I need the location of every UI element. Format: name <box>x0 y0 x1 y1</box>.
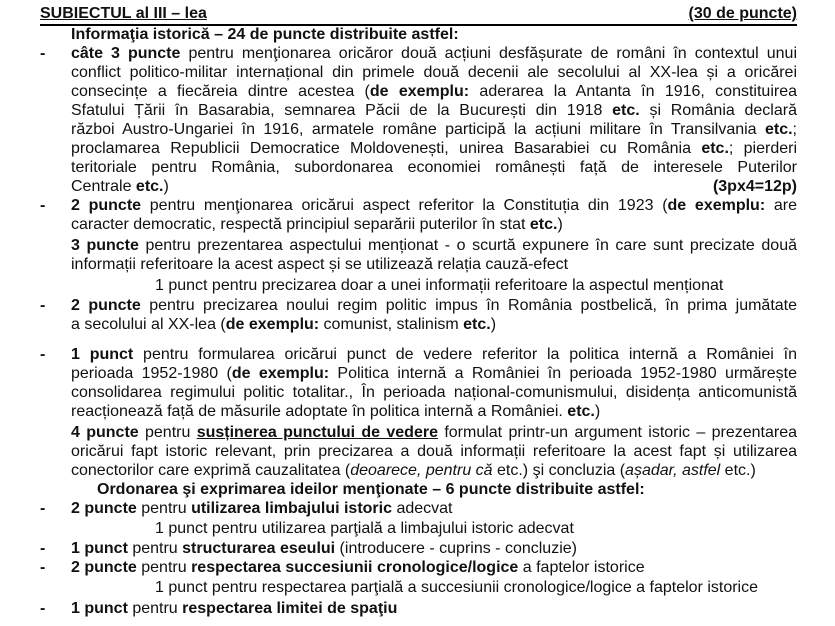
text: formulat printr-un argument istoric – prezentarea <box>437 424 797 441</box>
item-b-line-2 <box>71 215 797 234</box>
item-b-line-4: informații referitoare la acest aspect și se utilizează relația cauză-efect <box>71 256 569 273</box>
text: pentru formularea oricărui punct de vedere referitor la politica internă a României în <box>133 346 797 363</box>
item-d-line-3: consolidarea regimului politic totalitar., În perioada național-comunismului, disidența anticomunistă <box>71 384 797 401</box>
item-a-line-2: conflict politico-militar internațional din primele două decenii ale secolului al XX-lea și a oricărei <box>71 64 797 81</box>
text: ) <box>490 316 497 333</box>
example-label: de exemplu: <box>231 365 330 382</box>
item-a-line-1 <box>71 44 797 63</box>
item-d-line-6: oricărui fapt istoric relevant, prin precizarea a două informații referitoare la acest fapt și utilizarea <box>71 443 797 460</box>
etc-label: etc. <box>135 178 164 195</box>
subject-header <box>40 4 797 26</box>
text: etc.) şi concluzia ( <box>492 462 626 479</box>
item-a-line-4 <box>71 101 797 120</box>
bullet-dash: - <box>40 600 46 617</box>
text: Politica internă a României în perioada 1952-1980 urmărește <box>329 365 797 382</box>
item-a-line-6 <box>71 139 797 158</box>
item-b-line-3 <box>71 236 797 255</box>
ordering-item-2 <box>71 539 797 558</box>
connector-examples: deoarece, pentru că <box>350 462 493 479</box>
emphasis-label: susținerea punctului de vedere <box>196 424 438 441</box>
text: a faptelor istorice <box>518 559 645 576</box>
conclusion-examples: așadar, astfel <box>625 462 721 479</box>
text: război Austro-Ungariei în 1916, armatele române participă la acțiuni militare în Transilvania <box>71 121 765 138</box>
ordering-item-3 <box>71 558 797 577</box>
subject-points: (30 de puncte) <box>688 5 797 22</box>
text: perioada 1952-1980 ( <box>71 365 232 382</box>
text: pentru <box>127 600 183 617</box>
bullet-dash: - <box>40 297 46 314</box>
bullet-dash: - <box>40 559 46 576</box>
example-label: de exemplu: <box>369 83 470 100</box>
ordering-item-1-sub: 1 punct pentru utilizarea parţială a limbajului istoric adecvat <box>155 520 574 537</box>
text: aderarea la Antanta în 1916, constituirea <box>469 83 797 100</box>
etc-label: etc. <box>612 102 640 119</box>
text: etc.) <box>720 462 756 479</box>
text: ) <box>163 178 169 195</box>
text: ; <box>792 121 797 138</box>
item-d-line-1 <box>71 345 797 364</box>
text: adecvat <box>392 500 453 517</box>
ordering-item-4 <box>71 599 797 618</box>
bullet-dash: - <box>40 45 46 62</box>
points-label: 1 punct <box>71 540 128 557</box>
points-label: câte 3 puncte <box>71 45 181 62</box>
text: pentru precizarea noului regim politic impus în România postbelică, în prima jumătate <box>140 297 798 314</box>
text: pentru prezentarea aspectului menționat - o scurtă expunere în care sunt precizate două <box>138 237 797 254</box>
etc-label: etc. <box>529 216 558 233</box>
item-b-sub-criterion: 1 punct pentru precizarea doar a unei informații referitoare la aspectul menționat <box>155 277 724 294</box>
points-label: 4 puncte <box>71 424 139 441</box>
ordering-item-1 <box>71 499 797 518</box>
item-b-line-1 <box>71 196 797 215</box>
text: pentru menţionarea oricărui aspect referitor la Constituția din 1923 ( <box>141 197 668 214</box>
criterion-label: structurarea eseului <box>182 540 336 557</box>
bullet-dash: - <box>40 197 46 214</box>
points-label: 1 punct <box>71 600 128 617</box>
item-a-line-7: teritoriale pentru România, subordonarea economiei românești față de interesele Puterilor <box>71 159 797 176</box>
bullet-dash: - <box>40 540 46 557</box>
text: și România declară <box>639 102 797 119</box>
points-label: 3 puncte <box>71 237 139 254</box>
item-d-line-2 <box>71 364 797 383</box>
text: Sfatului Țării în Basarabia, semnarea Păcii de la București din 1918 <box>71 102 613 119</box>
item-a-line-3 <box>71 82 797 101</box>
subject-title: SUBIECTUL al III – lea <box>40 5 207 22</box>
text: proclamarea Republicii Democratice Moldovenești, unirea Basarabiei cu România <box>71 140 702 157</box>
criterion-label: respectarea limitei de spaţiu <box>182 600 398 617</box>
item-a-line-5 <box>71 120 797 139</box>
etc-label: etc. <box>764 121 793 138</box>
section-historical-info-title: Informaţia istorică – 24 de puncte distribuite astfel: <box>71 26 459 43</box>
example-label: de exemplu: <box>667 197 766 214</box>
item-d-line-5 <box>71 423 797 442</box>
text: pentru <box>138 424 197 441</box>
bullet-dash: - <box>40 500 46 517</box>
item-a-line-8 <box>71 177 797 196</box>
criterion-label: utilizarea limbajului istoric <box>191 500 392 517</box>
points-label: 2 puncte <box>71 197 142 214</box>
item-d-line-4 <box>71 402 797 421</box>
text: ) <box>594 403 601 420</box>
text: comunist, stalinism <box>319 316 464 333</box>
text: pentru <box>127 540 183 557</box>
text: a secolului al XX-lea ( <box>71 316 226 333</box>
text: Centrale <box>71 178 136 195</box>
criterion-label: respectarea succesiunii cronologice/logice <box>191 559 519 576</box>
bullet-dash: - <box>40 346 46 363</box>
text: reacționează față de măsurile adoptate în politica internă a României. <box>71 403 568 420</box>
points-label: 2 puncte <box>71 297 141 314</box>
item-a-score: (3px4=12p) <box>712 178 797 195</box>
text: pentru <box>136 559 192 576</box>
text: pentru menţionarea oricăror două acțiuni desfășurate de români în contextul unui <box>180 45 798 62</box>
text: ) <box>557 216 563 233</box>
text: (introducere - cuprins - concluzie) <box>335 540 577 557</box>
points-label: 1 punct <box>71 346 134 363</box>
etc-label: etc. <box>463 316 491 333</box>
etc-label: etc. <box>567 403 595 420</box>
points-label: 2 puncte <box>71 559 137 576</box>
text: are <box>765 197 797 214</box>
etc-label: etc. <box>701 140 729 157</box>
item-c-line-1 <box>71 296 797 315</box>
text: conectorilor care exprimă cauzalitatea ( <box>71 462 351 479</box>
text: ; pierderi <box>728 140 798 157</box>
text: pentru <box>136 500 192 517</box>
section-ordering-title: Ordonarea şi exprimarea ideilor menţionate – 6 puncte distribuite astfel: <box>97 481 645 498</box>
points-label: 2 puncte <box>71 500 137 517</box>
example-label: de exemplu: <box>225 316 320 333</box>
ordering-item-3-sub: 1 punct pentru respectarea parţială a succesiunii cronologice/logice a faptelor istorice <box>155 579 759 596</box>
text: caracter democratic, respectă principiul separării puterilor în stat <box>71 216 530 233</box>
text: consecințe a fiecăreia dintre acestea ( <box>71 83 370 100</box>
item-c-line-2 <box>71 315 797 334</box>
item-d-line-7 <box>71 461 797 480</box>
